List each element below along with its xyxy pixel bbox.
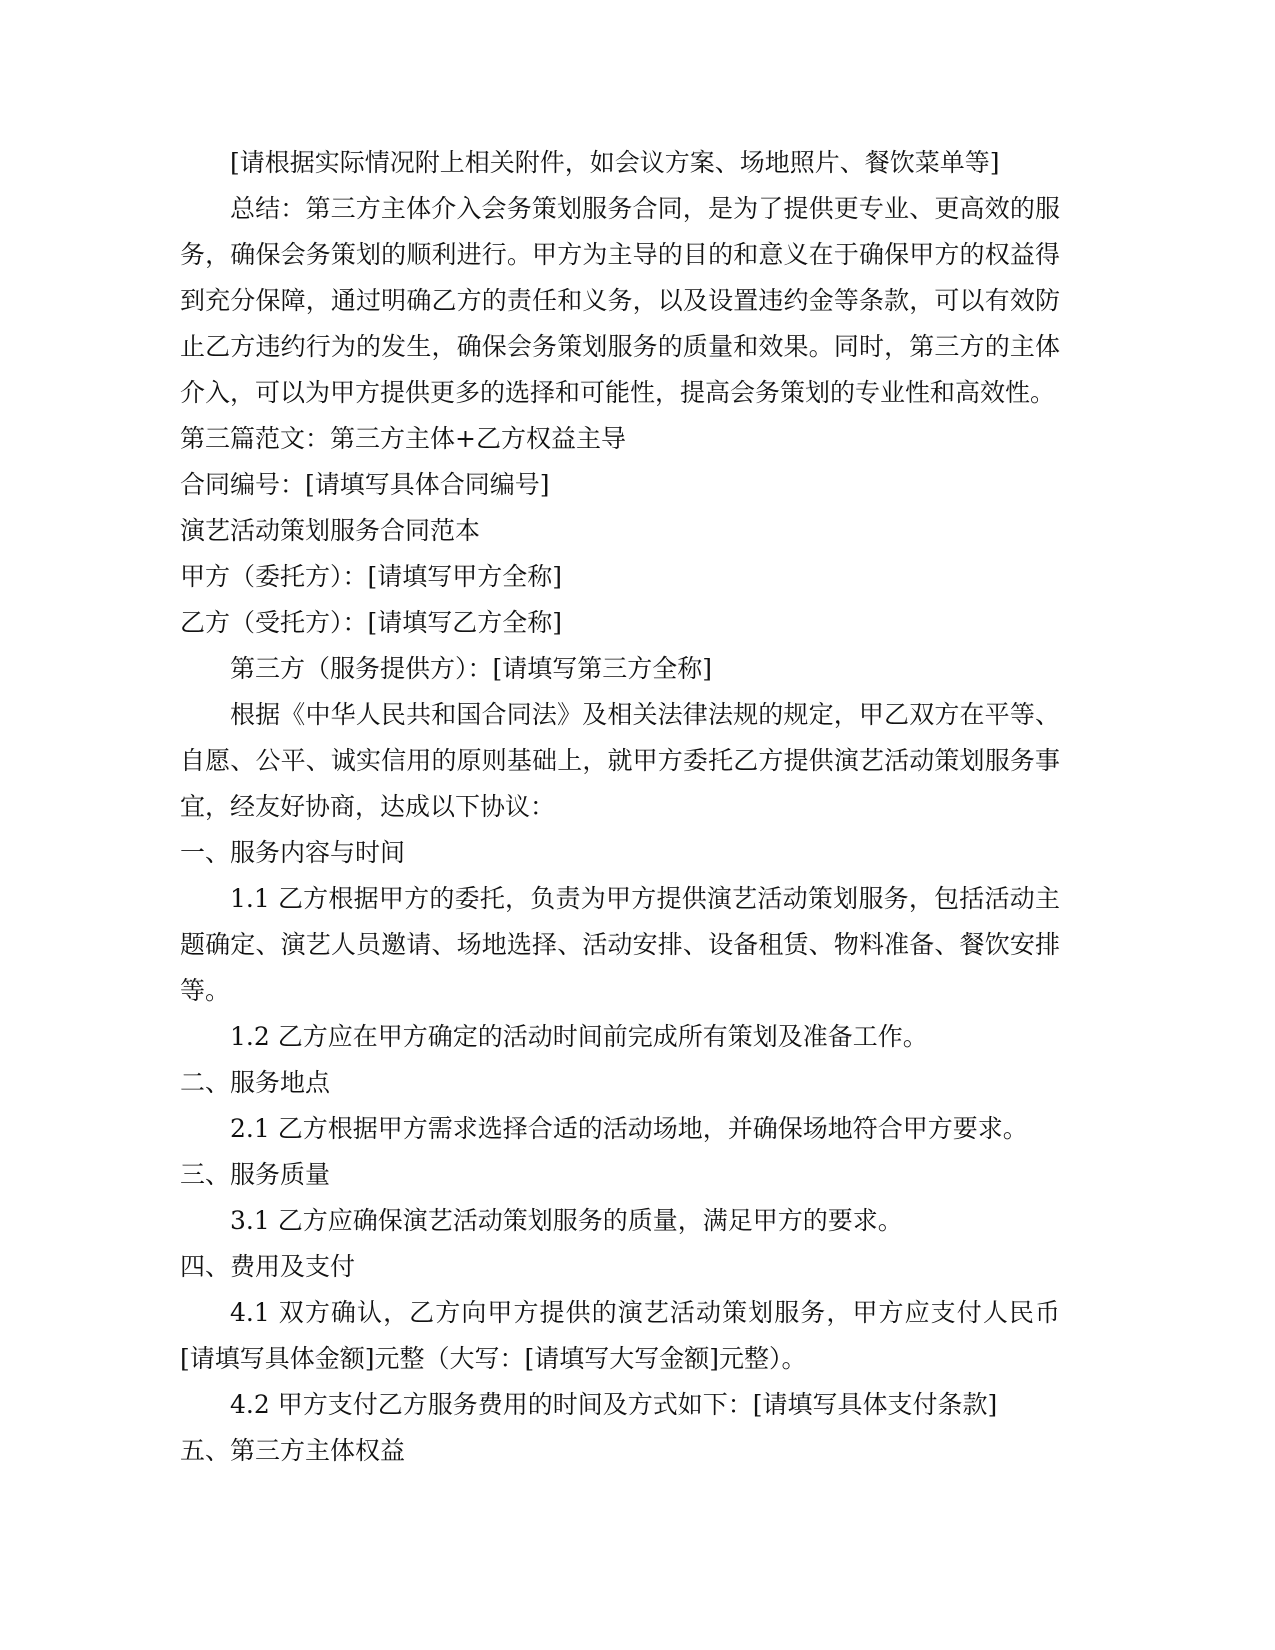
contract-title: 演艺活动策划服务合同范本 — [180, 516, 481, 545]
clause-4-2: 4.2 甲方支付乙方服务费用的时间及方式如下：[请填写具体支付条款] — [230, 1390, 998, 1419]
party-b: 乙方（受托方）：[请填写乙方全称] — [180, 608, 563, 637]
clause-1-1: 1.1 乙方根据甲方的委托，负责为甲方提供演艺活动策划服务，包括活动主题确定、演艺人员邀请、场地选择、活动安排、设备租赁、物料准备、餐饮安排等。 — [180, 884, 1060, 1005]
section-heading-3: 三、服务质量 — [180, 1160, 331, 1189]
clause-3-1: 3.1 乙方应确保演艺活动策划服务的质量，满足甲方的要求。 — [230, 1206, 903, 1235]
sample-heading: 第三篇范文：第三方主体+乙方权益主导 — [180, 424, 626, 453]
section-heading-1: 一、服务内容与时间 — [180, 838, 406, 867]
attachment-note: [请根据实际情况附上相关附件，如会议方案、场地照片、餐饮菜单等] — [230, 148, 1000, 177]
section-heading-5: 五、第三方主体权益 — [180, 1436, 406, 1465]
section-heading-4: 四、费用及支付 — [180, 1252, 356, 1281]
summary-paragraph: 总结：第三方主体介入会务策划服务合同，是为了提供更专业、更高效的服务，确保会务策划的顺利进行。甲方为主导的目的和意义在于确保甲方的权益得到充分保障，通过明确乙方的责任和义务，以及设置违约金等条款，可以有效防止乙方违约行为的发生，确保会务策划服务的质量和效果。同时，第三方的主体介入，可以为甲方提供更多的选择和可能性，提高会务策划的专业性和高效性。 — [180, 194, 1060, 407]
third-party: 第三方（服务提供方）：[请填写第三方全称] — [230, 654, 713, 683]
clause-4-1: 4.1 双方确认，乙方向甲方提供的演艺活动策划服务，甲方应支付人民币[请填写具体金额]元整（大写：[请填写大写金额]元整）。 — [180, 1298, 1060, 1373]
clause-1-2: 1.2 乙方应在甲方确定的活动时间前完成所有策划及准备工作。 — [230, 1022, 928, 1051]
party-a: 甲方（委托方）：[请填写甲方全称] — [180, 562, 563, 591]
document-body — [180, 140, 1060, 1474]
preamble-paragraph: 根据《中华人民共和国合同法》及相关法律法规的规定，甲乙双方在平等、自愿、公平、诚实信用的原则基础上，就甲方委托乙方提供演艺活动策划服务事宜，经友好协商，达成以下协议： — [180, 700, 1060, 821]
section-heading-2: 二、服务地点 — [180, 1068, 331, 1097]
contract-number: 合同编号：[请填写具体合同编号] — [180, 470, 550, 499]
clause-2-1: 2.1 乙方根据甲方需求选择合适的活动场地，并确保场地符合甲方要求。 — [230, 1114, 1028, 1143]
